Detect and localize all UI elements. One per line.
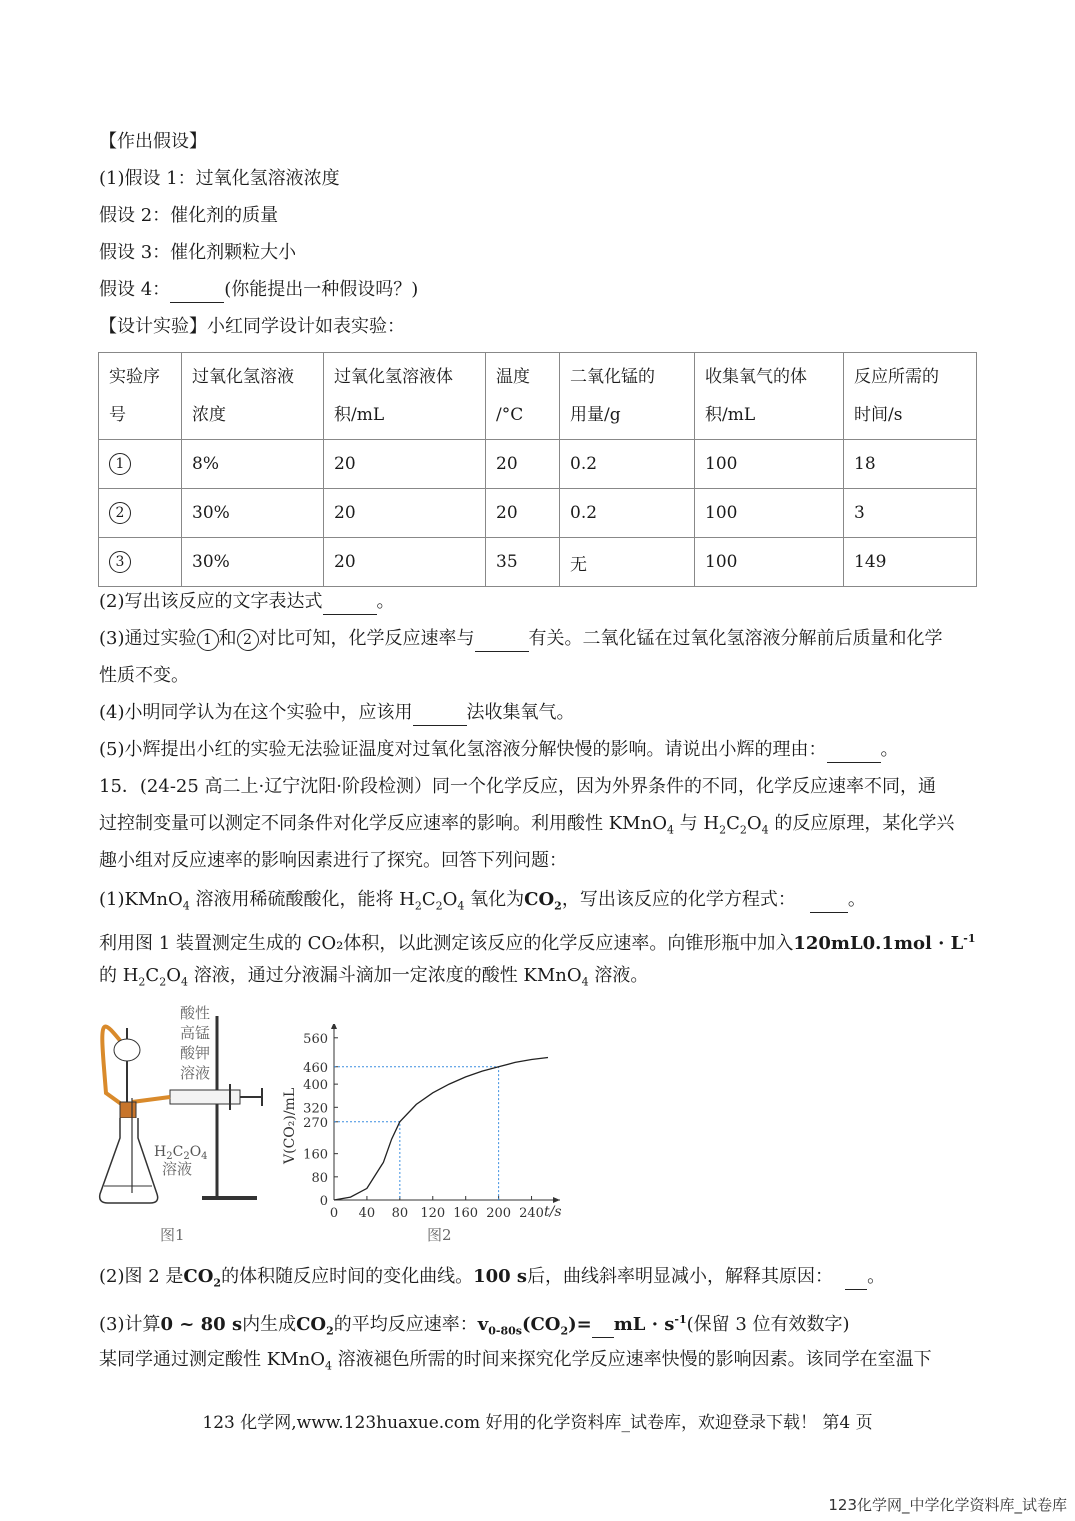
cell-o2: 100 [695, 440, 844, 489]
answer-blank [845, 1265, 867, 1290]
cell-mno2: 0.2 [560, 440, 695, 489]
answer-blank [475, 627, 529, 652]
cell-vol: 20 [324, 538, 486, 587]
separatory-funnel [114, 1039, 140, 1061]
guide-line [334, 1067, 499, 1200]
hypothesis-3: 假设 3：催化剂颗粒大小 [99, 242, 297, 263]
question-4: (4)小明同学认为在这个实验中，应该用 法收集氧气。 [99, 701, 575, 726]
table-header-cell: 实验序 号 [99, 353, 182, 440]
sub-question-2: (2)图 2 是$CO_2$的体积随反应时间的变化曲线。100 s后，曲线斜率明显减小，解释其原因： 。 [99, 1266, 886, 1290]
y-tick-label: 400 [303, 1078, 328, 1094]
x-axis-arrow [553, 1197, 560, 1203]
answer-blank [413, 701, 467, 726]
hypothesis-4: 假设 4： (你能提出一种假设吗？) [99, 278, 418, 303]
cell-time: 3 [844, 489, 977, 538]
x-axis-label: t/s [544, 1204, 562, 1220]
cell-time: 18 [844, 440, 977, 489]
cell-temp: 20 [486, 489, 560, 538]
stopper [120, 1102, 136, 1118]
cell-temp: 35 [486, 538, 560, 587]
row-id: 3 [99, 538, 182, 587]
figure-2-chart [276, 1024, 576, 1246]
row-id: 1 [99, 440, 182, 489]
cell-o2: 100 [695, 538, 844, 587]
answer-blank [810, 888, 848, 913]
cell-temp: 20 [486, 440, 560, 489]
table-row [99, 538, 977, 587]
x-tick-label: 160 [453, 1206, 479, 1221]
cell-conc: 30% [182, 489, 324, 538]
design-text: 小红同学设计如表实验： [207, 316, 405, 337]
page-footer: 123 化学网,www.123huaxue.com 好用的化学资料库_试卷库，欢迎登录下载！ 第4 页 [202, 1413, 873, 1433]
flask-label: 溶液 [162, 1160, 193, 1178]
problem-15-line1: 15．(24-25 高二上·辽宁沈阳·阶段检测）同一个化学反应，因为外界条件的不同，化学反应速率不同，通 [99, 776, 936, 797]
x-tick-label: 200 [486, 1206, 512, 1221]
y-tick-label: 270 [303, 1115, 328, 1131]
cell-mno2: 无 [560, 538, 695, 587]
x-tick-label: 40 [358, 1206, 376, 1221]
funnel-label: 高锰 [180, 1024, 211, 1042]
answer-blank [592, 1313, 614, 1338]
corner-watermark: 123化学网_中学化学资料库_试卷库 [828, 1496, 1067, 1514]
sub-question-1: (1)KMnO$_4$ 溶液用稀硫酸酸化，能将 $H_2C_2O_4$ 氧化为$CO_2$，写出该反应的化学方程式： 。 [99, 889, 866, 913]
hypothesis-2: 假设 2：催化剂的质量 [99, 205, 279, 226]
table-header-cell: 过氧化氢溶液 浓度 [182, 353, 324, 440]
x-tick-label: 0 [329, 1206, 339, 1221]
table-header-row [99, 353, 977, 440]
hypothesis-heading: 【作出假设】 [99, 131, 207, 152]
connecting-tube [132, 1097, 170, 1102]
cell-conc: 30% [182, 538, 324, 587]
answer-blank [170, 278, 224, 303]
y-tick-label: 460 [303, 1060, 328, 1076]
y-tick-label: 560 [303, 1031, 328, 1047]
design-heading: 【设计实验】 [99, 316, 207, 337]
answer-blank [323, 590, 377, 615]
conical-flask [100, 1118, 158, 1203]
row-id: 2 [99, 489, 182, 538]
series-line [334, 1058, 548, 1201]
y-axis-label: V(CO₂)/mL [282, 1087, 298, 1164]
flask-formula: $H_2C_2O_4$ [154, 1144, 208, 1162]
question-5: (5)小辉提出小红的实验无法验证温度对过氧化氢溶液分解快慢的影响。请说出小辉的理由： 。 [99, 738, 899, 763]
question-2: (2)写出该反应的文字表达式 。 [99, 590, 395, 615]
y-tick-label: 80 [311, 1170, 328, 1186]
funnel-label: 溶液 [180, 1064, 211, 1082]
y-tick-label: 160 [303, 1147, 328, 1163]
y-axis-arrow [331, 1024, 337, 1029]
sub-question-3: (3)计算0 ~ 80 s内生成$CO_2$的平均反应速率：$v_{0-80s}(CO_2)=$ mL · $s^{-1}$(保留 3 位有效数字) [99, 1313, 850, 1338]
y-tick-label: 0 [319, 1194, 328, 1209]
table-header-cell: 反应所需的 时间/s [844, 353, 977, 440]
cell-vol: 20 [324, 440, 486, 489]
y-tick-label: 320 [303, 1101, 328, 1117]
figure-1-caption: 图1 [160, 1226, 185, 1244]
experiment-table [98, 352, 977, 587]
table-row [99, 440, 977, 489]
funnel-label: 酸性 [180, 1004, 211, 1022]
x-tick-label: 240 [519, 1206, 544, 1221]
problem-15-line3: 趣小组对反应速率的影响因素进行了探究。回答下列问题： [99, 850, 567, 871]
x-tick-label: 120 [420, 1206, 446, 1221]
funnel-label: 酸钾 [180, 1044, 211, 1062]
hypothesis-1: (1)假设 1：过氧化氢溶液浓度 [99, 168, 340, 189]
setup-line2: 的 $H_2C_2O_4$ 溶液，通过分液漏斗滴加一定浓度的酸性 KMnO$_4$ 溶液。 [99, 965, 649, 989]
table-header-cell: 收集氧气的体 积/mL [695, 353, 844, 440]
design-line [99, 315, 405, 339]
cell-o2: 100 [695, 489, 844, 538]
table-row [99, 489, 977, 538]
cell-vol: 20 [324, 489, 486, 538]
cell-time: 149 [844, 538, 977, 587]
last-line: 某同学通过测定酸性 KMnO$_4$ 溶液褪色所需的时间来探究化学反应速率快慢的影响因素。该同学在室温下 [99, 1349, 932, 1373]
table-header-cell: 温度 /°C [486, 353, 560, 440]
figure-1-apparatus [92, 998, 272, 1246]
question-3-cont: 性质不变。 [99, 665, 189, 686]
table-header-cell: 过氧化氢溶液体 积/mL [324, 353, 486, 440]
problem-15-line2: 过控制变量可以测定不同条件对化学反应速率的影响。利用酸性 KMnO$_4$ 与 $H_2C_2O_4$ 的反应原理，某化学兴 [99, 813, 955, 837]
cell-conc: 8% [182, 440, 324, 489]
figure-2-caption: 图2 [427, 1226, 452, 1244]
table-header-cell: 二氧化锰的 用量/g [560, 353, 695, 440]
x-tick-label: 80 [391, 1206, 409, 1221]
question-3: (3)通过实验 1 和 2 对比可知，化学反应速率与 有关。二氧化锰在过氧化氢溶液分解前后质量和化学 [99, 627, 943, 652]
answer-blank [827, 738, 881, 763]
setup-line1: 利用图 1 装置测定生成的 CO₂体积，以此测定该反应的化学反应速率。向锥形瓶中加入$120mL0.1mol \cdot L^{-1}$ [99, 932, 976, 954]
cell-mno2: 0.2 [560, 489, 695, 538]
